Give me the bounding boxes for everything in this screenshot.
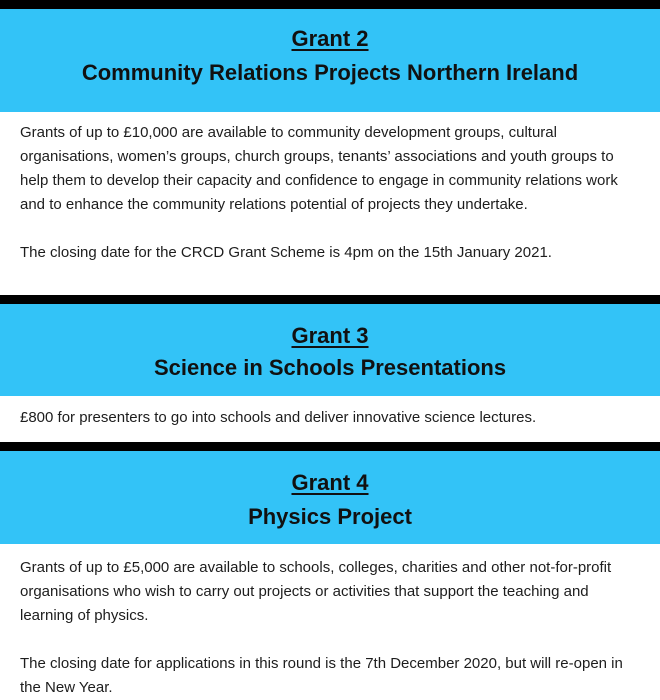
grant-title: Science in Schools Presentations: [153, 355, 507, 380]
section-divider: [0, 0, 660, 9]
grant-paragraph: Grants of up to £10,000 are available to community development groups, cultural organisations, women’s groups, church groups, tenants’ associations and youth groups to help them to develop their capacity and confidence to engage in community relations work and to enhance the community relations potential of projects they undertake.: [20, 124, 618, 213]
grant-header: [0, 451, 660, 544]
grant-header: [0, 9, 660, 112]
grant-description: [0, 112, 660, 295]
grant-closing-date: The closing date for the CRCD Grant Scheme is 4pm on the 15th January 2021.: [20, 244, 552, 261]
section-divider: [0, 295, 660, 304]
grant-closing-date: The closing date for applications in this round is the 7th December 2020, but will re-open in the New Year.: [20, 655, 623, 696]
grant-paragraph: Grants of up to £5,000 are available to schools, colleges, charities and other not-for-profit organisations who wish to carry out projects or activities that support the teaching and learning of physics.: [20, 559, 612, 624]
grant-description: [0, 544, 660, 700]
grant-title: Community Relations Projects Northern Ireland: [81, 60, 579, 85]
section-divider: [0, 442, 660, 451]
grant-label: Grant 4: [291, 470, 369, 495]
grant-paragraph: £800 for presenters to go into schools and deliver innovative science lectures.: [20, 409, 537, 426]
grant-header: [0, 304, 660, 396]
grant-description: [0, 396, 660, 442]
grant-title: Physics Project: [248, 504, 412, 529]
grant-label: Grant 3: [291, 323, 369, 348]
grant-label: Grant 2: [291, 26, 369, 51]
